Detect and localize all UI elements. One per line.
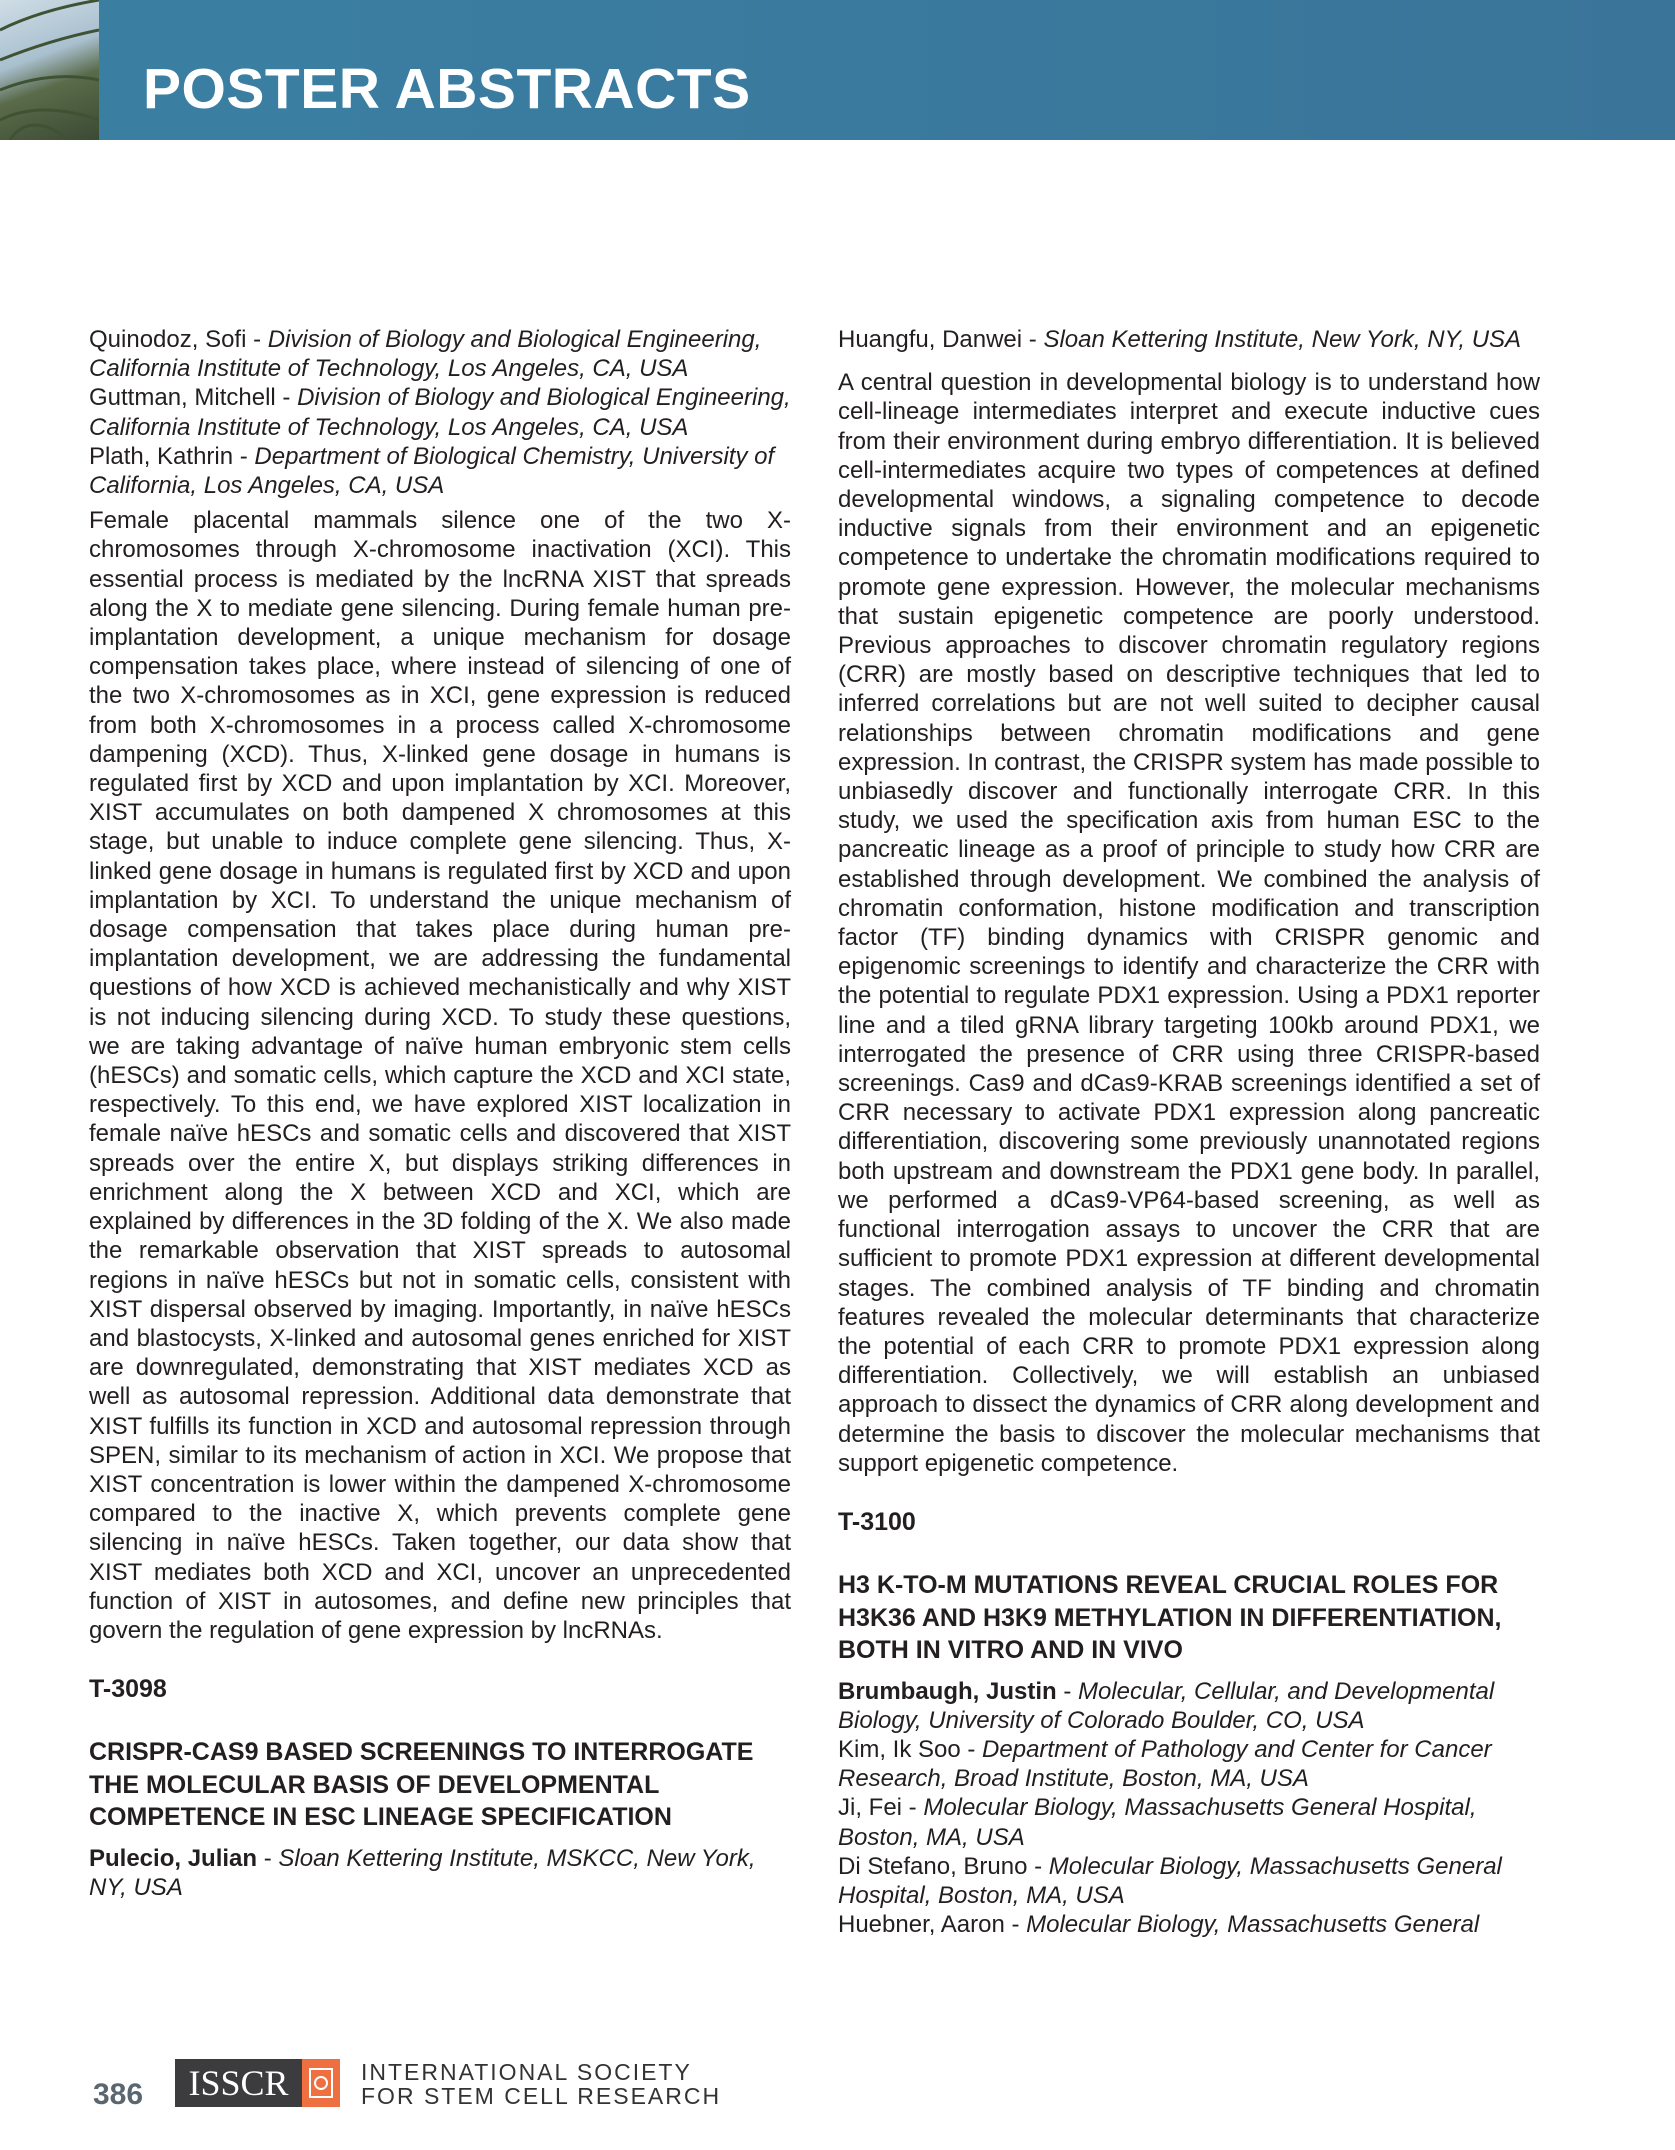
page-number: 386: [93, 2078, 144, 2111]
abstract-code: T-3098: [89, 1675, 167, 1704]
author-line: Quinodoz, Sofi - Division of Biology and Biological Engineering, California Institute of Technology, Los Angeles, CA, USA: [89, 326, 762, 383]
isscr-logo-mark-icon: [302, 2059, 340, 2107]
isscr-logo: ISSCR: [175, 2059, 302, 2107]
author-line: Guttman, Mitchell - Division of Biology and Biological Engineering, California Institute of Technology, Los Angeles, CA, USA: [89, 384, 791, 441]
abstract-body: A central question in developmental biology is to understand how cell-lineage intermediates interpret and execute inductive cues from their environment during embryo differentiation. It is believed cell-intermediates acquire two types of competences at defined developmental windows, a signaling competence to decode inductive signals from their environment and an epigenetic competence to undertake the chromatin modifications required to promote gene expression. However, the molecular mechanisms that sustain epigenetic competence are poorly understood. Previous approaches to discover chromatin regulatory regions (CRR) are mostly based on descriptive techniques that led to inferred correlations but are not well suited to decipher causal relationships between chromatin modifications and gene expression. In contrast, the CRISPR system has made possible to unbiasedly discover and functionally interrogate CRR. In this study, we used the specification axis from human ESC to the pancreatic lineage as a proof of principle to study how CRR are established through development. We combined the analysis of chromatin conformation, histone modification and transcription factor (TF) binding dynamics with CRISPR genomic and epigenomic screenings to identify and characterize the CRR with the potential to regulate PDX1 expression. Using a PDX1 reporter line and a tiled gRNA library targeting 100kb around PDX1, we interrogated the presence of CRR using three CRISPR-based screenings. Cas9 and dCas9-KRAB screenings identified a set of CRR necessary to activate PDX1 expression along pancreatic differentiation, discovering some previously unannotated regions both upstream and downstream the PDX1 gene body. In parallel, we performed a dCas9-VP64-based screening, as well as functional interrogation assays to uncover the CRR that are sufficient to promote PDX1 expression at different developmental stages. The combined analysis of TF binding and chromatin features revealed the molecular determinants that characterize the potential of each CRR to promote PDX1 expression along differentiation. Collectively, we will establish an unbiased approach to dissect the dynamics of CRR along development and determine the basis to discover the molecular mechanisms that support epigenetic competence.: [838, 369, 1540, 1477]
abstract-title: H3 K-TO-M MUTATIONS REVEAL CRUCIAL ROLES FOR H3K36 AND H3K9 METHYLATION IN DIFFERENTIATION, BOTH IN VITRO AND IN VIVO: [838, 1571, 1502, 1665]
organization-name: INTERNATIONAL SOCIETY FOR STEM CELL RESEARCH: [361, 2059, 722, 2109]
author-line: Di Stefano, Bruno - Molecular Biology, Massachusetts General Hospital, Boston, MA, USA: [838, 1852, 1502, 1910]
right-column: [838, 325, 1540, 1939]
abstract-title: CRISPR-CAS9 BASED SCREENINGS TO INTERROGATE THE MOLECULAR BASIS OF DEVELOPMENTAL COMPETENCE IN ESC LINEAGE SPECIFICATION: [89, 1738, 754, 1832]
author-line: Pulecio, Julian - Sloan Kettering Institute, MSKCC, New York, NY, USA: [89, 1844, 756, 1902]
page-header: [0, 0, 1675, 140]
palm-tree-image: [0, 0, 99, 140]
author-line: Brumbaugh, Justin - Molecular, Cellular, and Developmental Biology, University of Colorado Boulder, CO, USA: [838, 1677, 1495, 1734]
author-line: Plath, Kathrin - Department of Biological Chemistry, University of California, Los Angeles, CA, USA: [89, 442, 775, 500]
abstract-body: Female placental mammals silence one of the two X-chromosomes through X-chromosome inactivation (XCI). This essential process is mediated by the lncRNA XIST that spreads along the X to mediate gene silencing. During female human pre-implantation development, a unique mechanism for dosage compensation takes place, where instead of silencing of one of the two X-chromosomes as in XCI, gene expression is reduced from both X-chromosomes in a process called X-chromosome dampening (XCD). Thus, X-linked gene dosage in humans is regulated first by XCD and upon implantation by XCI. Moreover, XIST accumulates on both dampened X chromosomes at this stage, but unable to induce complete gene silencing. Thus, X-linked gene dosage in humans is regulated first by XCD and upon implantation by XCI. To understand the unique mechanism of dosage compensation that takes place during human pre-implantation development, we are addressing the fundamental questions of how XCD is achieved mechanistically and why XIST is not inducing silencing during XCD. To study these questions, we are taking advantage of naïve human embryonic stem cells (hESCs) and somatic cells, which capture the XCD and XCI state, respectively. To this end, we have explored XIST localization in female naïve hESCs and somatic cells and discovered that XIST spreads over the entire X, but displays striking differences in enrichment along the X between XCD and XCI, which are explained by differences in the 3D folding of the X. We also made the remarkable observation that XIST spreads to autosomal regions in naïve hESCs but not in somatic cells, consistent with XIST dispersal observed by imaging. Importantly, in naïve hESCs and blastocysts, X-linked and autosomal genes enriched for XIST are downregulated, demonstrating that XIST mediates XCD as well as autosomal repression. Additional data demonstrate that XIST fulfills its function in XCD and autosomal repression through SPEN, similar to its mechanism of action in XCI. We propose that XIST concentration is lower within the dampened X-chromosome compared to the inactive X, which prevents complete gene silencing in naïve hESCs. Taken together, our data show that XIST mediates both XCD and XCI, uncover an unprecedented function of XIST in autosomes, and define new principles that govern the regulation of gene expression by lncRNAs.: [89, 507, 791, 1644]
abstract-code: T-3100: [838, 1507, 916, 1536]
left-column: [89, 325, 791, 1902]
author-line: Ji, Fei - Molecular Biology, Massachusetts General Hospital, Boston, MA, USA: [838, 1794, 1477, 1851]
author-line: Huangfu, Danwei - Sloan Kettering Institute, New York, NY, USA: [838, 326, 1522, 353]
author-line: Huebner, Aaron - Molecular Biology, Massachusetts General: [838, 1911, 1480, 1939]
page-title: POSTER ABSTRACTS: [143, 57, 751, 121]
author-line: Kim, Ik Soo - Department of Pathology and Center for Cancer Research, Broad Institute, Boston, MA, USA: [838, 1736, 1492, 1793]
